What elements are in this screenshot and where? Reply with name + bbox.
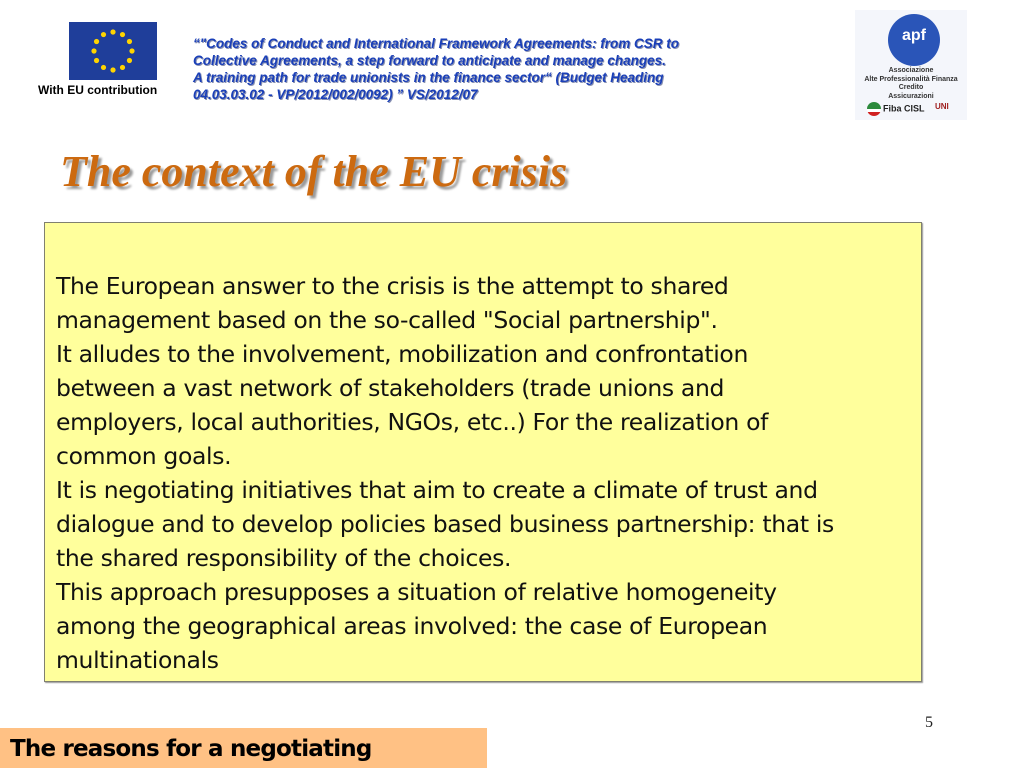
star-icon	[129, 48, 134, 53]
project-description	[193, 35, 813, 103]
star-icon	[91, 48, 96, 53]
footer-text: The reasons for a negotiating	[10, 736, 372, 762]
body-line: common goals.	[56, 442, 232, 470]
apf-line: Credito	[898, 84, 924, 91]
body-line: This approach presupposes a situation of relative homogeneity	[56, 578, 777, 606]
project-line: “"Codes of Conduct and International Framework Agreements: from CSR to	[193, 36, 679, 51]
star-icon	[101, 32, 106, 37]
footer-banner	[0, 728, 487, 768]
apf-logo	[855, 10, 967, 120]
star-icon	[101, 65, 106, 70]
body-line: It is negotiating initiatives that aim to create a climate of trust and	[56, 476, 818, 504]
fiba-icon	[867, 102, 881, 116]
body-text	[56, 269, 834, 677]
apf-line: Alte Professionalità Finanza	[864, 75, 958, 83]
body-line: management based on the so-called "Social partnership".	[56, 306, 718, 334]
project-line: A training path for trade unionists in the finance sector“ (Budget Heading	[193, 70, 664, 85]
apf-name	[855, 67, 967, 101]
body-line: the shared responsibility of the choices.	[56, 544, 512, 572]
project-line: 04.03.03.02 - VP/2012/002/0092) ” VS/2012/07	[193, 87, 478, 102]
star-icon	[110, 29, 115, 34]
content-box	[44, 222, 922, 682]
fiba-logo	[867, 102, 925, 116]
body-line: between a vast network of stakeholders (trade unions and	[56, 374, 725, 402]
body-line: It alludes to the involvement, mobilization and confrontation	[56, 340, 748, 368]
body-line: multinationals	[56, 646, 219, 674]
star-icon	[120, 32, 125, 37]
star-icon	[94, 39, 99, 44]
uni-logo: UNI	[935, 102, 949, 111]
apf-line: Associazione	[888, 67, 934, 74]
project-line: Collective Agreements, a step forward to anticipate and manage changes.	[193, 53, 666, 68]
eu-stars-icon	[69, 22, 157, 80]
star-icon	[127, 58, 132, 63]
body-line: dialogue and to develop policies based business partnership: that is	[56, 510, 834, 538]
body-line: among the geographical areas involved: the case of European	[56, 612, 768, 640]
body-line: employers, local authorities, NGOs, etc..) For the realization of	[56, 408, 769, 436]
eu-contribution-label: With EU contribution	[38, 83, 158, 97]
body-line: The European answer to the crisis is the attempt to shared	[56, 272, 729, 300]
fiba-label: Fiba CISL	[883, 103, 925, 114]
star-icon	[94, 58, 99, 63]
eu-flag-logo	[69, 22, 157, 80]
apf-acronym: apf	[902, 27, 926, 44]
slide-title: The context of the EU crisis	[60, 147, 568, 196]
star-icon	[110, 67, 115, 72]
apf-circle-icon	[888, 14, 940, 66]
page-number: 5	[925, 714, 933, 731]
apf-line: Assicurazioni	[888, 92, 934, 100]
star-icon	[127, 39, 132, 44]
star-icon	[120, 65, 125, 70]
